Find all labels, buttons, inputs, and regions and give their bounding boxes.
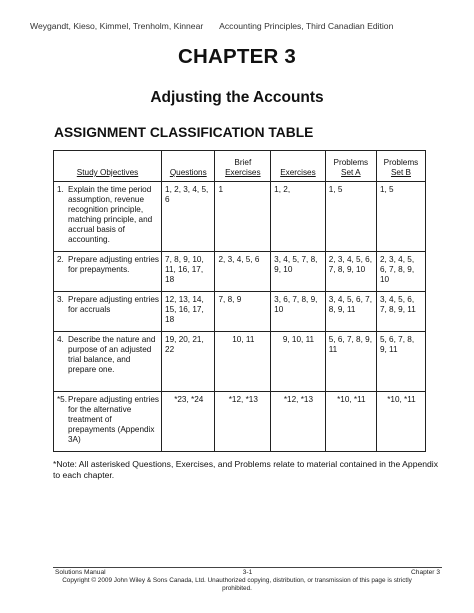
brief-exercises-cell: 1 bbox=[215, 182, 271, 252]
header-exercises: Exercises bbox=[271, 151, 326, 182]
questions-cell: 12, 13, 14, 15, 16, 17, 18 bbox=[162, 292, 215, 332]
footer-divider bbox=[53, 567, 442, 568]
header-problems-set-b: Problems Set B bbox=[376, 151, 425, 182]
problems-a-cell: 2, 3, 4, 5, 6, 7, 8, 9, 10 bbox=[325, 252, 376, 292]
table-row bbox=[54, 182, 426, 252]
objective-cell: 2. Prepare adjusting entries for prepayments. bbox=[54, 252, 162, 292]
asterisk-note: *Note: All asterisked Questions, Exercises, and Problems relate to material contained in the Appendix to each chapter. bbox=[53, 459, 439, 480]
footer-page-number: 3-1 bbox=[242, 569, 253, 576]
footer-left: Solutions Manual bbox=[55, 569, 106, 576]
problems-b-cell: 1, 5 bbox=[376, 182, 425, 252]
problems-b-cell: 3, 4, 5, 6, 7, 8, 9, 11 bbox=[376, 292, 425, 332]
chapter-title: CHAPTER 3 bbox=[178, 45, 296, 68]
exercises-cell: 9, 10, 11 bbox=[271, 332, 326, 392]
exercises-cell: *12, *13 bbox=[271, 392, 326, 452]
problems-b-cell: *10, *11 bbox=[376, 392, 425, 452]
objective-cell: 4. Describe the nature and purpose of an adjusted trial balance, and prepare one. bbox=[54, 332, 162, 392]
chapter-subtitle: Adjusting the Accounts bbox=[150, 89, 324, 106]
copyright-notice: Copyright © 2009 John Wiley & Sons Canada, Ltd. Unauthorized copying, distribution, or transmission of this page is strictly prohibited. bbox=[62, 577, 412, 592]
assignment-classification-table bbox=[53, 150, 426, 452]
table-row bbox=[54, 332, 426, 392]
problems-a-cell: 3, 4, 5, 6, 7, 8, 9, 11 bbox=[325, 292, 376, 332]
header-book-title: Accounting Principles, Third Canadian Edition bbox=[219, 21, 394, 31]
brief-exercises-cell: 10, 11 bbox=[215, 332, 271, 392]
objective-cell: 1. Explain the time period assumption, revenue recognition principle, matching principle, and accrual basis of accounting. bbox=[54, 182, 162, 252]
problems-a-cell: 5, 6, 7, 8, 9, 11 bbox=[325, 332, 376, 392]
header-brief-exercises: Brief Exercises bbox=[215, 151, 271, 182]
footer-right: Chapter 3 bbox=[411, 569, 440, 576]
brief-exercises-cell: 2, 3, 4, 5, 6 bbox=[215, 252, 271, 292]
header-questions: Questions bbox=[162, 151, 215, 182]
table-row bbox=[54, 292, 426, 332]
problems-b-cell: 5, 6, 7, 8, 9, 11 bbox=[376, 332, 425, 392]
objective-cell: *5. Prepare adjusting entries for the alternative treatment of prepayments (Appendix 3A) bbox=[54, 392, 162, 452]
exercises-cell: 3, 6, 7, 8, 9, 10 bbox=[271, 292, 326, 332]
problems-a-cell: *10, *11 bbox=[325, 392, 376, 452]
questions-cell: 1, 2, 3, 4, 5, 6 bbox=[162, 182, 215, 252]
questions-cell: 19, 20, 21, 22 bbox=[162, 332, 215, 392]
brief-exercises-cell: 7, 8, 9 bbox=[215, 292, 271, 332]
table-header-row bbox=[54, 151, 426, 182]
problems-a-cell: 1, 5 bbox=[325, 182, 376, 252]
table-row bbox=[54, 252, 426, 292]
questions-cell: *23, *24 bbox=[162, 392, 215, 452]
questions-cell: 7, 8, 9, 10, 11, 16, 17, 18 bbox=[162, 252, 215, 292]
header-problems-set-a: Problems Set A bbox=[325, 151, 376, 182]
table-title: ASSIGNMENT CLASSIFICATION TABLE bbox=[54, 125, 314, 140]
problems-b-cell: 2, 3, 4, 5, 6, 7, 8, 9, 10 bbox=[376, 252, 425, 292]
header-authors: Weygandt, Kieso, Kimmel, Trenholm, Kinnear bbox=[30, 21, 204, 31]
brief-exercises-cell: *12, *13 bbox=[215, 392, 271, 452]
exercises-cell: 1, 2, bbox=[271, 182, 326, 252]
exercises-cell: 3, 4, 5, 7, 8, 9, 10 bbox=[271, 252, 326, 292]
running-header bbox=[30, 21, 444, 31]
objective-cell: 3. Prepare adjusting entries for accruals bbox=[54, 292, 162, 332]
table-row bbox=[54, 392, 426, 452]
header-study-objectives: Study Objectives bbox=[54, 151, 162, 182]
